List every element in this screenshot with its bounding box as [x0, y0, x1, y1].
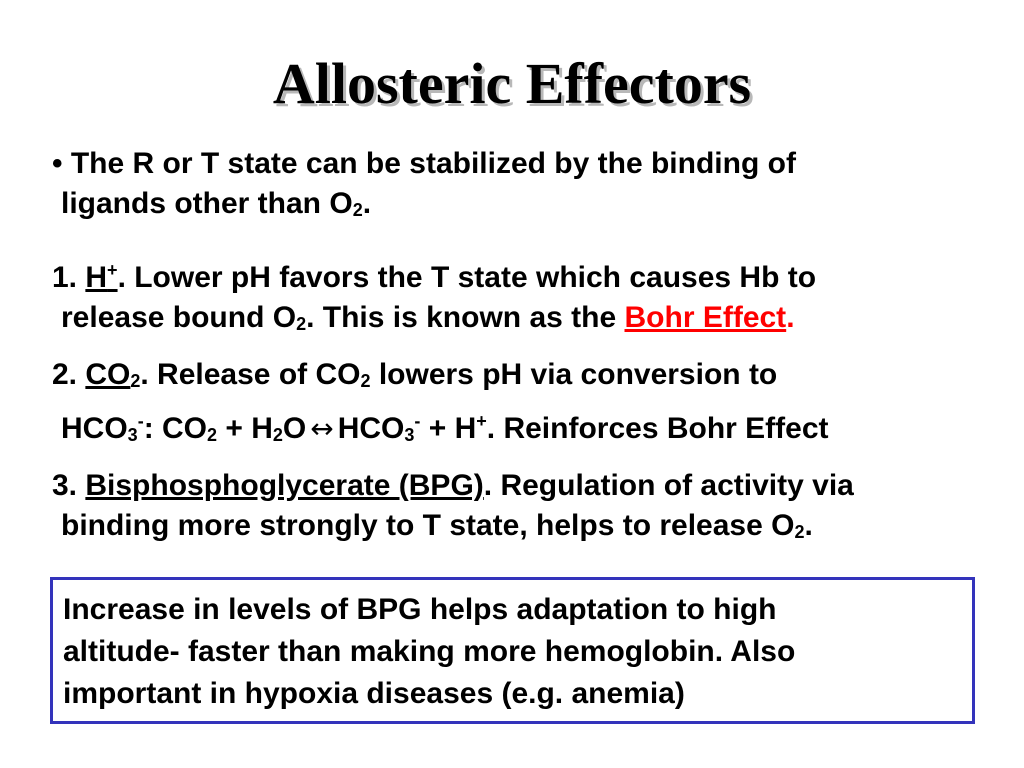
subscript: 2	[130, 371, 141, 391]
item-number: 1.	[52, 261, 78, 294]
bohr-effect-highlight: Bohr Effect	[624, 301, 787, 334]
item-1-text-2: release bound O	[61, 301, 297, 334]
superscript: -	[414, 411, 421, 431]
bullet-glyph: •	[52, 147, 63, 180]
intro-paragraph	[52, 144, 992, 230]
equation-o: O	[282, 412, 307, 445]
item-1-line-1	[52, 250, 992, 298]
intro-line-1	[52, 144, 992, 184]
ligand-h	[85, 261, 117, 294]
subscript: 3	[127, 425, 138, 445]
intro-text-2: ligands other than O	[61, 187, 353, 220]
ligand-co2	[85, 358, 140, 391]
item-3-bpg	[52, 466, 992, 552]
item-2-text: . Release of CO	[140, 358, 361, 391]
slide-title: Allosteric Effectors	[272, 51, 752, 116]
subscript: 2	[360, 371, 371, 391]
hco3-text: HCO	[337, 412, 405, 445]
equilibrium-arrow-icon: ↔	[310, 412, 334, 445]
item-1-line-2	[52, 298, 992, 344]
item-1-text-3: . This is known as the	[306, 301, 625, 334]
item-3-line-1	[52, 466, 992, 506]
item-3-line-2	[52, 506, 992, 552]
bpg-callout-box	[50, 577, 975, 724]
period: .	[362, 187, 372, 220]
equation-co2: : CO	[143, 412, 208, 445]
equation-h: + H	[420, 412, 477, 445]
ligand-text: H	[85, 261, 108, 294]
period: .	[804, 509, 813, 542]
subscript: 2	[272, 425, 283, 445]
item-2-line-1	[52, 355, 992, 401]
item-3-text-2: binding more strongly to T state, helps to release O	[61, 509, 795, 542]
item-number: 2.	[52, 358, 78, 391]
intro-line-2	[52, 184, 992, 230]
subscript: 2	[352, 200, 363, 220]
item-2-equation	[52, 401, 992, 455]
item-2-text-2: lowers pH via conversion to	[370, 358, 778, 391]
superscript: -	[137, 411, 144, 431]
subscript: 2	[794, 522, 805, 542]
hco3-text: HCO	[61, 412, 128, 445]
item-1-text: . Lower pH favors the T state which causes Hb to	[117, 261, 817, 294]
superscript: +	[476, 411, 487, 431]
subscript: 2	[207, 425, 218, 445]
callout-line-1: Increase in levels of BPG helps adaptation to high	[63, 593, 777, 626]
intro-text-1: The R or T state can be stabilized by the binding of	[70, 147, 796, 180]
callout-line-3: important in hypoxia diseases (e.g. anemia)	[63, 677, 685, 710]
subscript: 3	[404, 425, 415, 445]
item-number: 3.	[52, 469, 78, 502]
item-2-co2	[52, 355, 992, 455]
callout-line-2: altitude- faster than making more hemoglobin. Also	[63, 635, 796, 668]
ligand-text: CO	[85, 358, 131, 391]
subscript: 2	[296, 314, 307, 334]
item-3-text: . Regulation of activity via	[483, 469, 854, 502]
superscript: +	[107, 260, 118, 280]
item-2-text-3: . Reinforces Bohr Effect	[486, 412, 829, 445]
item-1-hydrogen	[52, 250, 992, 344]
ligand-bpg: Bisphosphoglycerate (BPG)	[85, 469, 484, 502]
highlight-period: .	[786, 301, 795, 334]
equation-h2o: + H	[217, 412, 273, 445]
